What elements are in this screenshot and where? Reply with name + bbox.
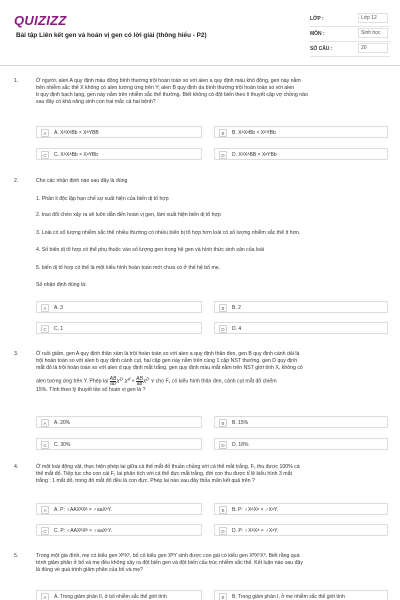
option-b[interactable] bbox=[214, 301, 388, 313]
option-text: D. 4 bbox=[232, 325, 242, 332]
genotype-fraction: $\frac{AB}{ab}$ bbox=[136, 375, 143, 387]
question-count-label: SỐ CÂU : bbox=[310, 46, 333, 52]
statement-2: 2. trao đổi chéo xảy ra sẽ luôn dẫn đến hoán vị gen, làm xuất hiện biến dị tổ hợp bbox=[36, 212, 221, 218]
question-line: trình giảm phân ở bố và mẹ đều không xảy ra đột biến gen và đột biến cấu trúc nhiễm sắc thể. Kết luận nào sau đây bbox=[36, 560, 303, 566]
question-text bbox=[36, 553, 386, 574]
question-line: Ở ruồi giấm, gen A quy định thân xám là trội hoàn toàn so với alen a quy định thân đen, gen B quy định cánh dài là bbox=[36, 351, 300, 357]
formula-line: alen tương ứng trên Y. Phép lai $\frac{AB}{ab}$ $X^D$ $X^d$ × $\frac{AB}{ab}$ $X^D$ Y cho F₁ có kiểu hình thân đen, cánh cụt mắt đỏ chiếm bbox=[36, 375, 277, 387]
option-a[interactable] bbox=[36, 126, 202, 138]
option-text: B. P: ♀XᴬXᴬ × ♂XᵃY. bbox=[232, 506, 278, 513]
option-letter: A bbox=[41, 419, 49, 427]
option-letter: D bbox=[219, 527, 227, 535]
option-c[interactable] bbox=[36, 524, 202, 536]
option-text: C. XᴬXᴬBb × XᵃYBb bbox=[54, 151, 99, 158]
option-b[interactable] bbox=[214, 416, 388, 428]
question-4 bbox=[14, 464, 386, 494]
question-number: 2. bbox=[14, 178, 19, 184]
option-d[interactable] bbox=[214, 322, 388, 334]
divider bbox=[310, 56, 390, 57]
option-letter: A bbox=[41, 304, 49, 312]
option-d[interactable] bbox=[214, 524, 388, 536]
question-line: Ở người, alen A quy định máu đông bình thường trội hoàn toàn so với alen a quy định máu khó đông, gen này nằm bbox=[36, 78, 301, 84]
divider bbox=[310, 26, 390, 27]
worksheet-title: Bài tập Liên kết gen và hoán vị gen có lời giải (thông hiểu - P2) bbox=[16, 32, 207, 39]
formula-suffix: cho F₁ có kiểu hình thân đen, cánh cụt mắt đỏ chiếm bbox=[155, 378, 277, 385]
question-line: trội hoàn toàn so với alen b quy định cánh cụt, hai cặp gen này nằm trên cùng 1 cặp NST thường. gen D quy định bbox=[36, 358, 298, 364]
question-line: Ở một loài động vật, thực hiện phép lai giữa cá thể mắt đỏ thuần chủng với cá thể mắt trắng. F₁ thu được 100% cá bbox=[36, 464, 300, 470]
option-text: A. 20% bbox=[54, 419, 71, 426]
option-c[interactable] bbox=[36, 438, 202, 450]
question-text bbox=[36, 351, 386, 394]
option-letter: C bbox=[41, 325, 49, 333]
question-text bbox=[36, 78, 386, 106]
option-text: D. P: ♀XᴬXᴬ × ♂XᵃY. bbox=[232, 527, 279, 534]
option-letter: B bbox=[219, 419, 227, 427]
question-3 bbox=[14, 351, 386, 415]
option-a[interactable] bbox=[36, 416, 202, 428]
class-value: Lớp 12 bbox=[358, 13, 388, 23]
option-letter: A bbox=[41, 506, 49, 514]
question-prompt: Số nhận định đúng là: bbox=[36, 282, 87, 288]
subject-value: Sinh học bbox=[358, 28, 388, 38]
question-line: 15%. Tính theo lý thuyết tần số hoán vị gen là ? bbox=[36, 387, 146, 393]
option-text: D. XᴬXᴬBB × XᵃYBb bbox=[232, 151, 277, 158]
option-letter: C bbox=[41, 151, 49, 159]
question-line: trắng : 1 mắt đỏ, trong đó mắt đỏ đều là con đực. Phép lai nào sau đây thỏa mãn kết quả trên ? bbox=[36, 478, 255, 484]
question-2 bbox=[14, 178, 386, 338]
option-text: A. P: ♀AAXᴮXᴮ × ♂aaXᵇY. bbox=[54, 506, 112, 513]
option-letter: D bbox=[219, 325, 227, 333]
option-c[interactable] bbox=[36, 322, 202, 334]
question-5 bbox=[14, 553, 386, 577]
option-b[interactable] bbox=[214, 126, 388, 138]
option-text: B. 15% bbox=[232, 419, 249, 426]
option-letter: A bbox=[41, 129, 49, 137]
question-count-value: 20 bbox=[358, 43, 388, 53]
divider bbox=[310, 41, 390, 42]
option-text: B. Trong giảm phân I, ở mẹ nhiễm sắc thể giới tính bbox=[232, 593, 345, 600]
question-line: mắt đỏ là trội hoàn toàn so với alen d quy định mắt trắng. gen quy định màu mắt nằm trên NST giới tính X, không có bbox=[36, 365, 303, 371]
option-text: B. XᴬXᵃBb × XᴬYBb bbox=[232, 129, 276, 136]
question-line: trên nhiễm sắc thể X không có alen tương ứng trên Y; alen B quy định da bình thường trội hoàn toàn so với alen bbox=[36, 85, 295, 91]
option-text: C. 1 bbox=[54, 325, 64, 332]
option-letter: C bbox=[41, 527, 49, 535]
question-line: b quy định bạch tạng, gen này nằm trên nhiễm sắc thể thường. Biết không có đột biến theo lí thuyết cặp vợ chồng nào bbox=[36, 92, 308, 98]
question-number: 4. bbox=[14, 464, 19, 470]
class-label: LỚP : bbox=[310, 16, 324, 22]
option-text: B. 2 bbox=[232, 304, 241, 311]
option-c[interactable] bbox=[36, 148, 202, 160]
option-text: C. P: ♂AAXᴮXᴮ × ♀aaXᵇY. bbox=[54, 527, 113, 534]
option-a[interactable] bbox=[36, 301, 202, 313]
question-line: thể mắt đỏ. Tiếp tục cho con cái F₁ lai phân tích với cá thể đực mắt trắng, đời con thu được tỉ lệ kiểu hình 3 mắt bbox=[36, 471, 292, 477]
question-text bbox=[36, 464, 386, 485]
statement-4: 4. Số biến dị tổ hợp có thể phụ thuộc vào số lượng gen trong hệ gen và hình thức sinh sản của loài bbox=[36, 247, 265, 253]
option-b[interactable] bbox=[214, 590, 388, 600]
subject-label: MÔN : bbox=[310, 31, 325, 37]
option-a[interactable] bbox=[36, 503, 202, 515]
option-letter: A bbox=[41, 593, 49, 600]
question-line: sau đây có khả năng sinh con trai mắc cả hai bệnh? bbox=[36, 99, 156, 105]
statement-1: 1. Phân li độc lập hạn chế sự xuất hiện của biến dị tổ hợp bbox=[36, 196, 169, 202]
option-text: A. Trong giảm phân II, ở bố nhiễm sắc thể giới tính bbox=[54, 593, 167, 600]
option-text: A. 3 bbox=[54, 304, 63, 311]
question-number: 5. bbox=[14, 553, 19, 559]
question-number: 1. bbox=[14, 78, 19, 84]
option-letter: B bbox=[219, 593, 227, 600]
option-letter: C bbox=[41, 441, 49, 449]
option-letter: B bbox=[219, 129, 227, 137]
option-text: A. XᴬXᴬBb × XᴬYBB bbox=[54, 129, 99, 136]
option-letter: D bbox=[219, 441, 227, 449]
question-intro: Cho các nhận định nào sau đây là đúng bbox=[36, 178, 128, 184]
worksheet-header bbox=[0, 0, 400, 66]
option-d[interactable] bbox=[214, 438, 388, 450]
option-letter: B bbox=[219, 506, 227, 514]
question-number: 3. bbox=[14, 351, 19, 357]
option-a[interactable] bbox=[36, 590, 202, 600]
question-line: là đúng về quá trình giảm phân của bố và mẹ? bbox=[36, 567, 143, 573]
formula-prefix: alen tương ứng trên Y. Phép lai bbox=[36, 378, 109, 385]
option-text: C. 30% bbox=[54, 441, 71, 448]
question-line: Trong một gia đình, mẹ có kiểu gen XᴮXᵇ, bố có kiểu gen XᴮY sinh được con gái có kiểu gen XᴮXᵇXᵇ. Biết rằng quá bbox=[36, 553, 300, 559]
option-d[interactable] bbox=[214, 148, 388, 160]
genotype-fraction: $\frac{AB}{ab}$ bbox=[109, 375, 117, 387]
option-letter: D bbox=[219, 151, 227, 159]
quizizz-logo: QUIZIZZ bbox=[14, 13, 67, 28]
option-letter: B bbox=[219, 304, 227, 312]
statement-3: 3. Loài có số lượng nhiễm sắc thể nhiều thường có nhiều biến bị tổ hợp hơn loài có số lượng nhiễm sắc thể ít hơn. bbox=[36, 230, 301, 236]
statement-5: 5. biến dị tổ hợp có thể là một kiểu hình hoàn toàn mới chưa có ở thế hệ bố mẹ. bbox=[36, 265, 221, 271]
option-b[interactable] bbox=[214, 503, 388, 515]
option-text: D. 18% bbox=[232, 441, 249, 448]
